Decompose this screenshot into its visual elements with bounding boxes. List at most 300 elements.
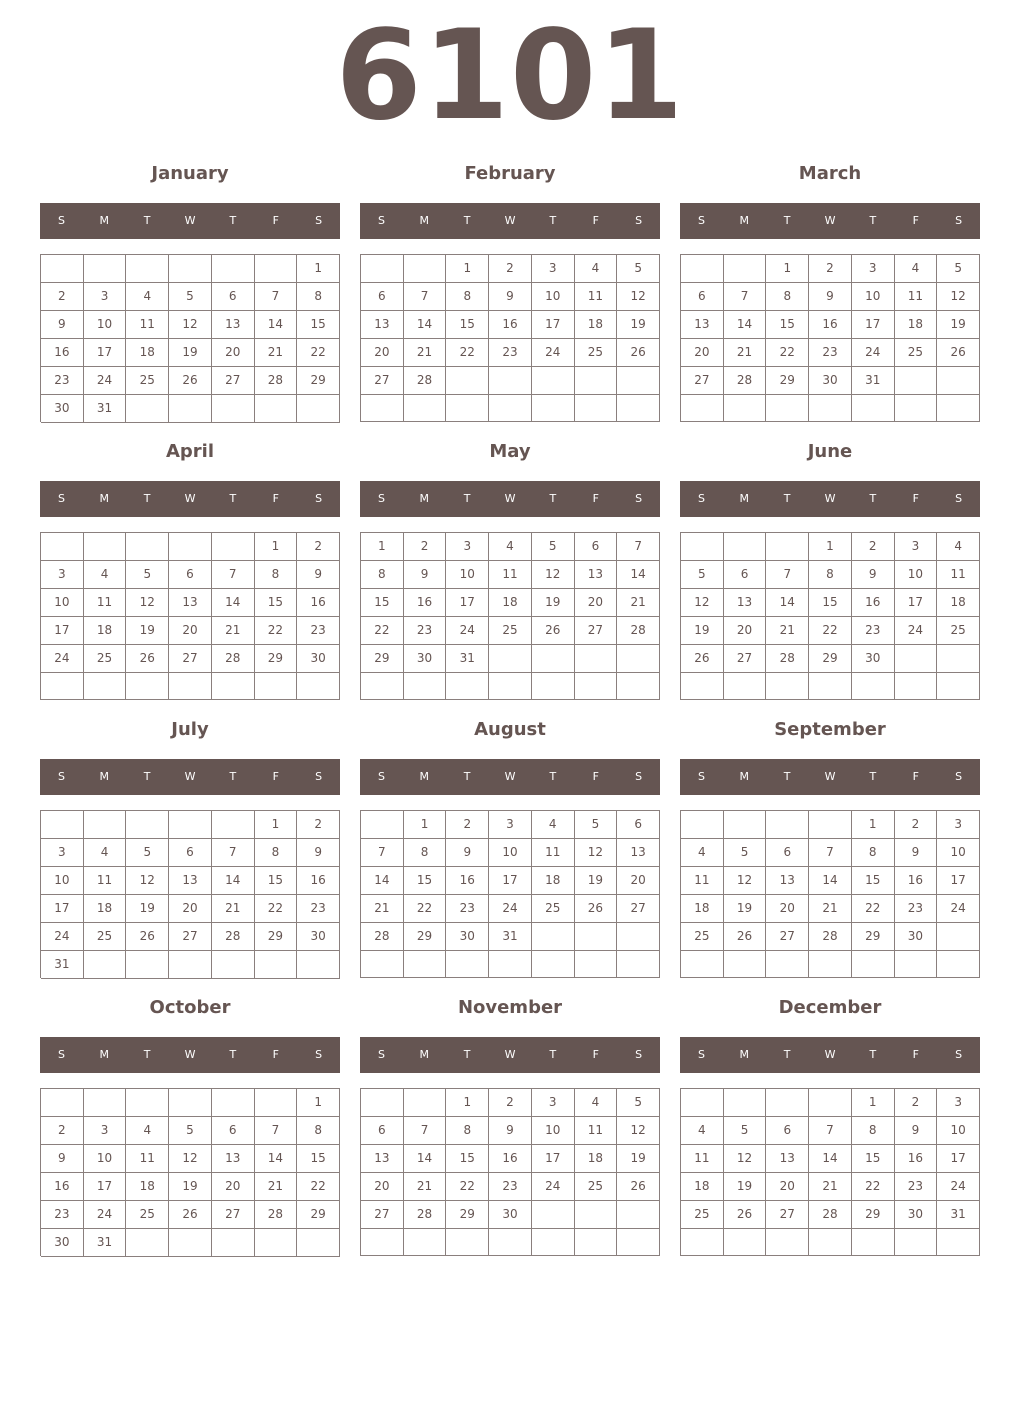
weekday-label: F [272,492,279,505]
day-cell: 11 [532,839,575,867]
weekday-label: W [824,1048,836,1061]
weekday-label: S [955,770,963,783]
day-cell: 24 [937,895,980,923]
day-cell: 20 [361,1173,404,1201]
day-cell: 15 [446,1145,489,1173]
day-cell: 22 [446,339,489,367]
weekday-label: T [143,770,151,783]
day-cell [255,673,298,700]
day-cell: 18 [575,311,618,339]
day-cell: 22 [361,617,404,645]
day-cell: 18 [937,589,980,617]
day-cell: 12 [617,283,660,311]
day-cell: 19 [532,589,575,617]
day-cell: 7 [617,533,660,561]
day-cell: 1 [809,533,852,561]
weekday-label: S [57,770,65,783]
day-cell: 21 [361,895,404,923]
day-cell: 24 [84,367,127,395]
day-cell [575,1201,618,1229]
day-cell: 12 [681,589,724,617]
weekday-label: S [635,492,643,505]
day-cell: 28 [404,1201,447,1229]
day-cell [895,395,938,422]
day-cell: 19 [169,1173,212,1201]
day-cell: 25 [575,339,618,367]
day-cell: 9 [297,839,340,867]
day-cell [575,367,618,395]
day-cell [297,1229,340,1257]
weekday-label: W [824,770,836,783]
weekday-label: T [463,770,471,783]
weekday-label: F [912,214,919,227]
day-cell: 15 [297,311,340,339]
weekday-label: T [463,1048,471,1061]
day-cell: 2 [297,811,340,839]
day-cell: 13 [169,867,212,895]
day-cell: 30 [809,367,852,395]
day-cell: 12 [126,867,169,895]
day-cell: 3 [84,1117,127,1145]
day-cell: 5 [126,839,169,867]
weekday-label: S [57,492,65,505]
day-cell: 15 [852,867,895,895]
day-cell [489,645,532,673]
day-grid [680,254,980,422]
day-cell: 15 [255,589,298,617]
day-cell [361,951,404,978]
day-cell [724,533,767,561]
day-cell: 10 [532,1117,575,1145]
weekday-label: T [229,1048,237,1061]
day-cell [724,1229,767,1256]
day-cell: 24 [852,339,895,367]
day-cell: 16 [895,1145,938,1173]
day-cell: 13 [212,1145,255,1173]
day-cell: 20 [169,617,212,645]
day-cell: 29 [297,1201,340,1229]
day-cell: 8 [852,839,895,867]
day-cell: 2 [489,1089,532,1117]
day-cell: 31 [84,395,127,423]
day-cell [724,951,767,978]
day-cell: 2 [809,255,852,283]
weekday-label: M [99,1048,110,1061]
day-cell [126,255,169,283]
day-cell: 3 [937,811,980,839]
day-cell: 27 [169,645,212,673]
day-cell: 27 [575,617,618,645]
day-cell: 29 [255,923,298,951]
day-cell: 2 [41,283,84,311]
day-cell: 1 [446,1089,489,1117]
weekday-label: W [504,770,516,783]
day-cell [724,1089,767,1117]
weekday-label: W [504,1048,516,1061]
day-cell: 23 [489,1173,532,1201]
day-cell [212,1089,255,1117]
day-cell: 11 [126,311,169,339]
day-cell: 23 [41,1201,84,1229]
weekday-label: T [549,214,557,227]
day-cell: 16 [41,1173,84,1201]
day-cell [297,951,340,979]
day-cell: 10 [446,561,489,589]
day-cell: 7 [255,283,298,311]
day-cell: 13 [681,311,724,339]
day-cell: 31 [84,1229,127,1257]
day-cell: 11 [895,283,938,311]
day-cell: 27 [212,1201,255,1229]
day-cell: 14 [212,589,255,617]
day-grid [680,1088,980,1256]
day-cell: 29 [809,645,852,673]
weekday-label: T [869,492,877,505]
day-cell [404,951,447,978]
day-cell: 10 [852,283,895,311]
day-cell: 3 [895,533,938,561]
day-cell [361,1089,404,1117]
day-cell: 26 [617,339,660,367]
day-cell [681,533,724,561]
day-cell [937,645,980,673]
month-name: December [778,997,882,1018]
day-cell [404,395,447,422]
day-cell: 8 [446,283,489,311]
day-cell [361,811,404,839]
weekday-label: S [315,492,323,505]
day-cell [532,645,575,673]
day-cell: 12 [532,561,575,589]
day-cell [532,951,575,978]
day-cell [575,395,618,422]
day-cell: 7 [212,561,255,589]
day-cell [446,951,489,978]
day-cell: 12 [724,867,767,895]
day-cell [766,395,809,422]
day-cell: 8 [297,1117,340,1145]
weekday-label: F [592,492,599,505]
day-cell [255,1229,298,1257]
day-cell: 12 [724,1145,767,1173]
day-cell [212,811,255,839]
day-cell [852,395,895,422]
day-cell [809,811,852,839]
day-cell: 23 [446,895,489,923]
day-cell: 21 [766,617,809,645]
day-cell: 29 [766,367,809,395]
day-grid [680,532,980,700]
day-cell: 8 [766,283,809,311]
weekday-label: W [824,214,836,227]
day-cell: 27 [766,1201,809,1229]
weekday-label: W [504,492,516,505]
weekday-header [40,481,340,517]
day-cell: 1 [446,255,489,283]
day-cell: 21 [809,895,852,923]
day-cell: 30 [895,923,938,951]
day-cell: 18 [126,339,169,367]
day-cell: 29 [446,1201,489,1229]
day-cell: 19 [937,311,980,339]
day-cell [84,255,127,283]
day-cell: 16 [895,867,938,895]
day-cell: 17 [84,339,127,367]
day-cell [617,673,660,700]
weekday-label: M [739,214,750,227]
year-title: 6101 [335,4,685,148]
day-cell: 9 [297,561,340,589]
day-cell: 24 [84,1201,127,1229]
day-cell [766,951,809,978]
day-cell: 26 [126,923,169,951]
day-cell: 16 [489,311,532,339]
weekday-label: W [184,1048,196,1061]
day-cell: 4 [895,255,938,283]
day-cell: 20 [361,339,404,367]
day-cell: 25 [84,645,127,673]
day-cell: 3 [852,255,895,283]
day-cell: 23 [41,367,84,395]
day-cell: 1 [255,811,298,839]
day-cell: 21 [809,1173,852,1201]
day-cell: 14 [404,1145,447,1173]
day-cell: 29 [404,923,447,951]
day-cell: 3 [937,1089,980,1117]
day-cell [361,1229,404,1256]
day-cell: 17 [446,589,489,617]
day-cell [532,673,575,700]
day-cell: 30 [404,645,447,673]
day-cell [212,533,255,561]
day-cell [937,395,980,422]
weekday-label: T [869,214,877,227]
day-cell [84,811,127,839]
day-cell [681,951,724,978]
day-cell [852,951,895,978]
day-cell [126,673,169,700]
day-cell [169,395,212,423]
day-cell: 28 [255,1201,298,1229]
weekday-label: F [592,214,599,227]
day-cell: 7 [809,839,852,867]
weekday-label: S [635,770,643,783]
day-cell: 28 [766,645,809,673]
day-cell [681,811,724,839]
month-name: March [798,163,862,184]
weekday-label: M [419,492,430,505]
day-cell: 5 [724,1117,767,1145]
day-cell: 6 [361,283,404,311]
day-cell: 14 [255,311,298,339]
day-cell: 1 [255,533,298,561]
day-cell: 1 [404,811,447,839]
day-cell: 17 [852,311,895,339]
day-cell: 2 [489,255,532,283]
day-cell: 4 [575,1089,618,1117]
day-cell [532,923,575,951]
day-cell [126,1089,169,1117]
day-cell: 7 [361,839,404,867]
day-cell: 19 [617,1145,660,1173]
day-cell: 21 [404,339,447,367]
day-cell: 31 [41,951,84,979]
weekday-label: T [783,492,791,505]
day-cell: 21 [617,589,660,617]
day-cell: 23 [852,617,895,645]
day-cell: 20 [575,589,618,617]
day-cell: 16 [446,867,489,895]
day-cell: 23 [809,339,852,367]
day-cell: 4 [84,839,127,867]
day-cell: 15 [361,589,404,617]
day-cell [84,673,127,700]
weekday-label: S [635,1048,643,1061]
day-cell [126,395,169,423]
day-cell: 16 [852,589,895,617]
day-cell: 2 [404,533,447,561]
day-cell: 20 [681,339,724,367]
day-cell [575,645,618,673]
day-cell [41,533,84,561]
weekday-label: F [272,770,279,783]
day-cell [724,255,767,283]
weekday-header [360,1037,660,1073]
weekday-label: T [783,770,791,783]
day-grid [40,810,340,978]
weekday-header [680,481,980,517]
month-name: September [774,719,886,740]
day-cell [532,1229,575,1256]
day-cell: 30 [41,395,84,423]
day-cell [126,1229,169,1257]
weekday-label: W [184,770,196,783]
day-cell: 26 [681,645,724,673]
day-cell: 8 [852,1117,895,1145]
weekday-label: T [229,492,237,505]
day-cell: 1 [852,811,895,839]
day-cell [489,367,532,395]
day-cell: 9 [41,1145,84,1173]
day-cell: 5 [169,283,212,311]
day-cell [617,645,660,673]
day-cell [895,367,938,395]
day-cell: 3 [446,533,489,561]
day-cell: 9 [446,839,489,867]
day-cell: 10 [41,589,84,617]
day-cell: 14 [809,867,852,895]
day-cell: 23 [895,1173,938,1201]
weekday-label: S [697,492,705,505]
weekday-label: S [955,214,963,227]
day-cell [809,1089,852,1117]
day-cell: 21 [212,895,255,923]
day-cell [169,533,212,561]
day-cell: 16 [297,589,340,617]
day-cell: 22 [852,895,895,923]
weekday-label: T [869,770,877,783]
weekday-header [40,203,340,239]
day-cell: 10 [895,561,938,589]
day-cell: 24 [937,1173,980,1201]
day-cell: 10 [41,867,84,895]
day-cell [895,645,938,673]
month-name: January [151,163,229,184]
day-cell: 3 [532,1089,575,1117]
day-cell: 7 [724,283,767,311]
day-cell [41,255,84,283]
day-cell: 13 [724,589,767,617]
day-cell: 24 [41,645,84,673]
day-cell [724,673,767,700]
day-cell [169,255,212,283]
day-cell: 27 [169,923,212,951]
day-cell: 1 [852,1089,895,1117]
day-cell: 21 [724,339,767,367]
day-cell: 19 [126,617,169,645]
day-cell: 7 [404,1117,447,1145]
day-cell: 25 [895,339,938,367]
day-cell: 25 [126,1201,169,1229]
day-cell: 7 [404,283,447,311]
day-cell: 26 [532,617,575,645]
day-cell: 18 [681,895,724,923]
day-cell [404,1089,447,1117]
day-cell: 19 [575,867,618,895]
day-cell: 16 [41,339,84,367]
day-cell: 26 [169,1201,212,1229]
day-cell [212,951,255,979]
day-cell: 19 [681,617,724,645]
day-cell: 5 [617,255,660,283]
weekday-label: T [549,492,557,505]
day-cell: 4 [532,811,575,839]
day-cell: 5 [724,839,767,867]
day-cell: 3 [489,811,532,839]
day-cell: 3 [41,561,84,589]
day-cell: 21 [255,339,298,367]
day-cell: 5 [937,255,980,283]
day-cell: 21 [255,1173,298,1201]
day-cell: 4 [681,1117,724,1145]
day-cell: 6 [724,561,767,589]
day-cell: 5 [532,533,575,561]
day-cell: 17 [895,589,938,617]
day-cell: 2 [297,533,340,561]
day-cell: 30 [297,923,340,951]
day-cell: 19 [724,1173,767,1201]
day-cell [169,1089,212,1117]
day-cell: 28 [724,367,767,395]
weekday-label: S [955,1048,963,1061]
day-cell: 28 [212,645,255,673]
day-cell: 8 [361,561,404,589]
day-cell: 27 [212,367,255,395]
day-cell [169,1229,212,1257]
weekday-label: S [315,214,323,227]
day-grid [360,532,660,700]
day-cell: 10 [84,1145,127,1173]
day-cell: 31 [937,1201,980,1229]
day-cell: 14 [766,589,809,617]
day-cell [617,1201,660,1229]
day-cell [937,923,980,951]
day-cell: 11 [84,589,127,617]
day-cell: 7 [255,1117,298,1145]
month-name: February [464,163,556,184]
weekday-label: S [377,1048,385,1061]
weekday-label: S [57,214,65,227]
